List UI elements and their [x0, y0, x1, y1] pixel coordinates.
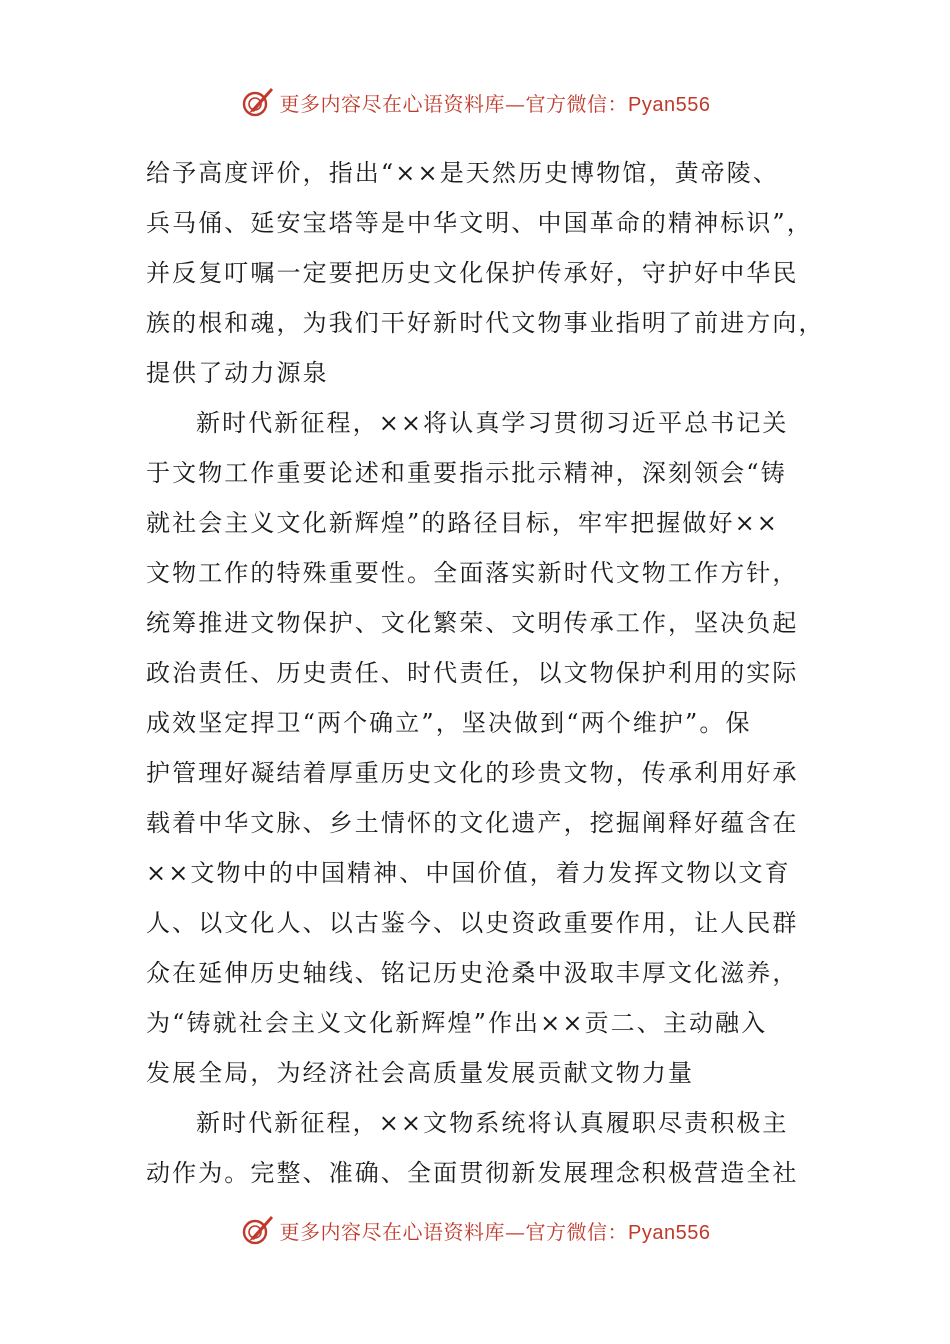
text-line: 就社会主义文化新辉煌”的路径目标，牢牢把握做好×× — [146, 509, 779, 537]
quill-pen-seal-icon — [240, 1212, 276, 1248]
watermark-wechat-id: Pyan556 — [628, 93, 711, 116]
text-line: 载着中华文脉、乡土情怀的文化遗产，挖掘阐释好蕴含在 — [146, 809, 799, 837]
quill-pen-seal-icon — [240, 84, 276, 120]
text-line: 并反复叮嘱一定要把历史文化保护传承好，守护好中华民 — [146, 259, 799, 287]
text-line: 人、以文化人、以古鉴今、以史资政重要作用，让人民群 — [146, 909, 799, 937]
text-line: 族的根和魂，为我们干好新时代文物事业指明了前进方向， — [146, 309, 825, 337]
text-line: 提供了动力源泉 — [146, 359, 329, 387]
text-line: 新时代新征程，××文物系统将认真履职尽责积极主 — [196, 1109, 789, 1137]
watermark-wechat-id: Pyan556 — [628, 1221, 711, 1244]
text-line: 政治责任、历史责任、时代责任，以文物保护利用的实际 — [146, 659, 799, 687]
text-line: 护管理好凝结着厚重历史文化的珍贵文物，传承利用好承 — [146, 759, 799, 787]
text-line: 新时代新征程，××将认真学习贯彻习近平总书记关 — [196, 409, 789, 437]
text-line: 于文物工作重要论述和重要指示批示精神，深刻领会“铸 — [146, 459, 787, 487]
text-line: ××文物中的中国精神、中国价值，着力发挥文物以文育 — [146, 859, 791, 887]
text-line: 众在延伸历史轴线、铭记历史沧桑中汲取丰厚文化滋养， — [146, 959, 799, 987]
watermark-text: 更多内容尽在心语资料库—官方微信： — [279, 91, 629, 116]
watermark-text: 更多内容尽在心语资料库—官方微信： — [279, 1219, 629, 1244]
text-line: 兵马俑、延安宝塔等是中华文明、中国革命的精神标识”， — [146, 209, 813, 237]
text-line: 成效坚定捍卫“两个确立”，坚决做到“两个维护”。保 — [146, 709, 752, 737]
text-line: 动作为。完整、准确、全面贯彻新发展理念积极营造全社 — [146, 1159, 799, 1187]
text-line: 给予高度评价，指出“××是天然历史博物馆，黄帝陵、 — [146, 159, 779, 187]
watermark-header — [0, 82, 950, 122]
text-line: 为“铸就社会主义文化新辉煌”作出××贡二、主动融入 — [146, 1009, 768, 1037]
document-body — [146, 148, 825, 1198]
text-line: 发展全局，为经济社会高质量发展贡献文物力量 — [146, 1059, 695, 1087]
watermark-footer — [0, 1210, 950, 1250]
text-line: 文物工作的特殊重要性。全面落实新时代文物工作方针， — [146, 559, 799, 587]
text-line: 统筹推进文物保护、文化繁荣、文明传承工作，坚决负起 — [146, 609, 799, 637]
